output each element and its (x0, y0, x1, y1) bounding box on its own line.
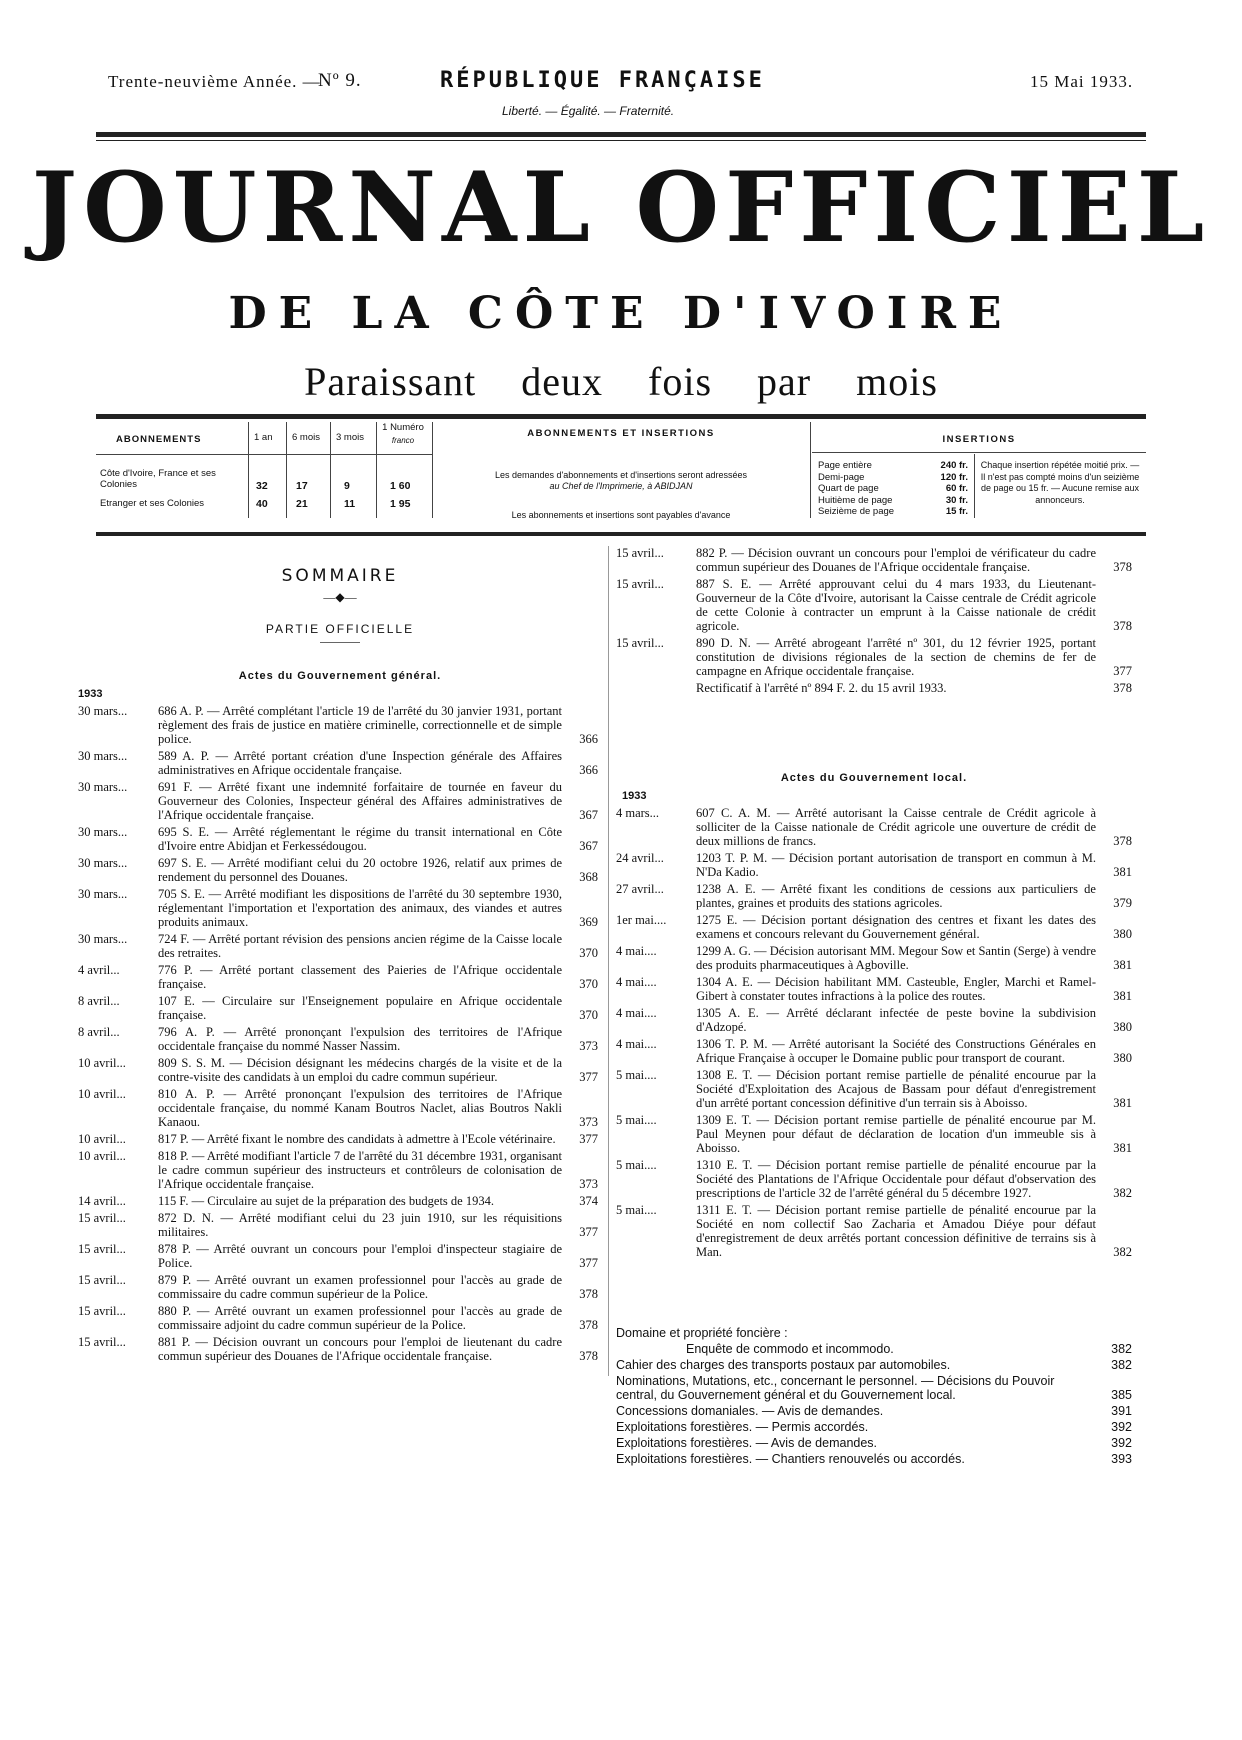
entry-date: 30 mars... (78, 825, 128, 839)
entry-date: 4 mai.... (616, 1006, 657, 1020)
summary-entry (78, 749, 598, 777)
summary-entry (78, 1273, 598, 1301)
issue-number: Nº 9. (318, 70, 362, 91)
summary-entry (78, 887, 598, 929)
entry-date: 30 mars... (78, 704, 128, 718)
summary-entry (78, 825, 598, 853)
summary-entry (616, 681, 1132, 695)
misc-entry-text: Nominations, Mutations, etc., concernant le personnel. — Décisions du Pouvoir central, du Gouvernement général et du Gouvernement local. (616, 1374, 1055, 1402)
row-france-three: 9 (344, 480, 350, 492)
entry-text: 115 F. — Circulaire au sujet de la préparation des budgets de 1934. (158, 1194, 494, 1208)
entry-date: 15 avril... (616, 546, 664, 560)
summary-entry (616, 1113, 1132, 1155)
misc-entry (616, 1374, 1132, 1402)
entry-page: 378 (579, 1349, 598, 1363)
summary-entry (78, 1025, 598, 1053)
misc-entry-page: 382 (1111, 1342, 1132, 1356)
summary-entry (616, 1006, 1132, 1034)
entry-page: 381 (1113, 958, 1132, 972)
summary-entry (78, 932, 598, 960)
misc-entry-page: 391 (1111, 1404, 1132, 1418)
subscriptions-heading: ABONNEMENTS (116, 434, 202, 445)
entry-page: 380 (1113, 1020, 1132, 1034)
entry-page: 378 (579, 1318, 598, 1332)
rate-price: 240 fr. (940, 460, 968, 471)
subscription-table (96, 418, 1146, 532)
abon-ins-line1: Les demandes d'abonnements et d'insertions seront adressées (494, 470, 748, 480)
entry-page: 378 (579, 1287, 598, 1301)
general-entries-continued (616, 546, 1132, 698)
entry-text: 724 F. — Arrêté portant révision des pensions ancien régime de la Caisse locale des retraites. (158, 932, 562, 960)
entry-page: 380 (1113, 1051, 1132, 1065)
entry-text: 1310 E. T. — Décision portant remise partielle de pénalité encourue par la Société des Plantations de l'Afrique Occidentale pour défaut d'observation des prescriptions de l'article 32 de l'arrêté général du 5 décembre 1927. (696, 1158, 1096, 1200)
entry-date: 8 avril... (78, 1025, 120, 1039)
entry-page: 373 (579, 1115, 598, 1129)
misc-entry (616, 1358, 1132, 1372)
summary-entry (78, 704, 598, 746)
entry-page: 377 (579, 1070, 598, 1084)
entry-date: 4 mai.... (616, 1037, 657, 1051)
rate-label: Page entière (818, 460, 872, 471)
entry-page: 377 (579, 1225, 598, 1239)
entry-text: 817 P. — Arrêté fixant le nombre des candidats à admettre à l'Ecole vétérinaire. (158, 1132, 556, 1146)
top-rule (96, 132, 1146, 137)
misc-entry (616, 1420, 1132, 1434)
motto: Liberté. — Égalité. — Fraternité. (502, 104, 675, 118)
entry-text: 1304 A. E. — Décision habilitant MM. Casteuble, Engler, Marchi et Ramel-Gibert à constater toutes infractions à la police des routes. (696, 975, 1096, 1003)
summary-entry (78, 1211, 598, 1239)
entry-date: 5 mai.... (616, 1113, 657, 1127)
summary-entry (78, 1132, 598, 1146)
abon-ins-line2: au Chef de l'Imprimerie, à ABIDJAN (549, 481, 693, 491)
entry-page: 373 (579, 1039, 598, 1053)
entry-page: 370 (579, 946, 598, 960)
entry-text: 872 D. N. — Arrêté modifiant celui du 23 juin 1910, sur les réquisitions militaires. (158, 1211, 562, 1239)
col-six-months: 6 mois (292, 432, 320, 443)
rate-label: Seizième de page (818, 506, 895, 517)
row-france-six: 17 (296, 480, 308, 492)
row-foreign-three: 11 (344, 498, 356, 510)
misc-entry (616, 1404, 1132, 1418)
summary-title: SOMMAIRE (281, 566, 399, 586)
year-label: Trente-neuvième Année. — (108, 72, 321, 91)
year-general: 1933 (78, 688, 103, 700)
row-foreign-label: Etranger et ses Colonies (100, 498, 205, 509)
row-foreign-year: 40 (256, 498, 268, 510)
entry-page: 374 (579, 1194, 598, 1208)
entry-page: 382 (1113, 1186, 1132, 1200)
entry-text: 1203 T. P. M. — Décision portant autorisation de transport en commun à M. N'Da Kadio. (696, 851, 1096, 879)
abon-ins-heading: ABONNEMENTS ET INSERTIONS (527, 428, 715, 439)
summary-entry (78, 1335, 598, 1363)
entry-text: 796 A. P. — Arrêté prononçant l'expulsion des territoires de l'Afrique occidentale française du nommé Nasser Nassim. (158, 1025, 562, 1053)
misc-entries (616, 1326, 1132, 1468)
entry-text: 879 P. — Arrêté ouvrant un examen professionnel pour l'accès au grade de commissaire du cadre commun supérieur de la Police. (158, 1273, 562, 1301)
rate-price: 30 fr. (945, 494, 968, 506)
summary-ornament: —◆— (323, 590, 357, 604)
misc-entry-page: 385 (1111, 1388, 1132, 1402)
entry-date: 30 mars... (78, 749, 128, 763)
row-france-label: Côte d'Ivoire, France et ses Colonies (100, 468, 216, 490)
section-general-heading: Actes du Gouvernement général. (238, 670, 442, 682)
local-entries (616, 806, 1132, 1262)
rate-label: Demi-page (818, 471, 865, 483)
entry-page: 370 (579, 977, 598, 991)
entry-text: 1238 A. E. — Arrêté fixant les conditions de cessions aux particuliers de plantes, graines et produits des stations agricoles. (696, 882, 1096, 910)
summary-entry (78, 1242, 598, 1270)
summary-entry (78, 1087, 598, 1129)
entry-page: 380 (1113, 927, 1132, 941)
entry-text: 607 C. A. M. — Arrêté autorisant la Caisse centrale de Crédit agricole à solliciter de la Caisse nationale de Crédit agricole une ouverture de crédit de deux millions de francs. (696, 806, 1096, 848)
entry-date: 15 avril... (78, 1242, 126, 1256)
entry-page: 367 (579, 808, 598, 822)
entry-text: 890 D. N. — Arrêté abrogeant l'arrêté nº 301, du 12 février 1925, portant constitution de divisions régionales de la section de chemins de fer de campagne en Afrique occidentale française. (696, 636, 1096, 678)
entry-date: 8 avril... (78, 994, 120, 1008)
entry-text: 691 F. — Arrêté fixant une indemnité forfaitaire de tournée en faveur du Gouverneur des Colonies, Inspecteur général des Affaires administratives de l'Afrique occidentale française. (158, 780, 562, 822)
summary-entry (616, 882, 1132, 910)
entry-page: 381 (1113, 1096, 1132, 1110)
entry-page: 378 (1113, 560, 1132, 574)
misc-entry-page: 382 (1111, 1358, 1132, 1372)
summary-entry (616, 806, 1132, 848)
col-single: 1 Numéro (382, 422, 424, 433)
summary-entry (78, 963, 598, 991)
summary-entry (78, 1149, 598, 1191)
entry-date: 14 avril... (78, 1194, 126, 1208)
misc-entry-text: Exploitations forestières. — Chantiers renouvelés ou accordés. (616, 1452, 965, 1466)
entry-date: 4 avril... (78, 963, 120, 977)
summary-entry (616, 577, 1132, 633)
entry-text: 1275 E. — Décision portant désignation des centres et fixant les dates des examens et concours relevant du Gouvernement général. (696, 913, 1096, 941)
entry-text: 887 S. E. — Arrêté approuvant celui du 4 mars 1933, du Lieutenant-Gouverneur de la Côte d'Ivoire, autorisant la Caisse centrale de Crédit agricole de cette Colonie à contracter un emprunt à la Caisse nationale de crédit agricole. (696, 577, 1096, 633)
entry-text: 1311 E. T. — Décision portant remise partielle de pénalité encourue par la Société en nom collectif Sao Zacharia et Amadou Diéye pour défaut d'enregistrement de deux arrêtés portant concession définitive de terrains sis à Man. (696, 1203, 1096, 1259)
entry-page: 381 (1113, 865, 1132, 879)
entry-text: 880 P. — Arrêté ouvrant un examen professionnel pour l'accès au grade de commissaire adjoint du cadre commun supérieur de la Police. (158, 1304, 562, 1332)
section-local-heading: Actes du Gouvernement local. (780, 772, 968, 784)
insertions-heading: INSERTIONS (942, 434, 1016, 445)
misc-entry-text: Cahier des charges des transports postaux par automobiles. (616, 1358, 951, 1372)
insertion-rates (818, 460, 968, 518)
col-year: 1 an (254, 432, 273, 443)
entry-date: 15 avril... (78, 1304, 126, 1318)
row-france-year: 32 (256, 480, 268, 492)
general-entries (78, 704, 598, 1366)
entry-text: 881 P. — Décision ouvrant un concours pour l'emploi de lieutenant du cadre commun supérieur des Douanes de l'Afrique occidentale française. (158, 1335, 562, 1363)
entry-text: 1308 E. T. — Décision portant remise partielle de pénalité encourue par la Société d'Exploitation des Acajous de Bassam pour défaut d'enregistrement d'un arrêté portant concession définitive d'un terrain sis à Aboisso. (696, 1068, 1096, 1110)
summary-entry (78, 1304, 598, 1332)
table-bottom-rule (96, 532, 1146, 536)
summary-entry (616, 1203, 1132, 1259)
entry-date: 10 avril... (78, 1149, 126, 1163)
row-foreign-six: 21 (296, 498, 308, 510)
rate-price: 120 fr. (940, 471, 968, 483)
misc-entry-text: Exploitations forestières. — Avis de demandes. (616, 1436, 878, 1450)
entry-text: 695 S. E. — Arrêté réglementant le régime du transit international en Côte d'Ivoire entre Abidjan et Ferkessédougou. (158, 825, 562, 853)
part-heading: PARTIE OFFICIELLE (265, 622, 415, 636)
entry-text: 589 A. P. — Arrêté portant création d'une Inspection générale des Affaires administratives en Afrique occidentale française. (158, 749, 562, 777)
entry-page: 377 (579, 1256, 598, 1270)
entry-text: 1309 E. T. — Décision portant remise partielle de pénalité encourue par M. Paul Meynen pour défaut de déclaration de location d'un immeuble sis à Aboisso. (696, 1113, 1096, 1155)
misc-entry-text: Exploitations forestières. — Permis accordés. (616, 1420, 869, 1434)
entry-page: 382 (1113, 1245, 1132, 1259)
republic-title: RÉPUBLIQUE FRANÇAISE (440, 68, 765, 93)
summary-entry (616, 546, 1132, 574)
summary-entry (616, 851, 1132, 879)
publication-frequency: Paraissant deux fois par mois (304, 359, 938, 404)
entry-text: 878 P. — Arrêté ouvrant un concours pour l'emploi d'inspecteur stagiaire de Police. (158, 1242, 562, 1270)
misc-entry-page: 392 (1111, 1420, 1132, 1434)
entry-date: 15 avril... (78, 1211, 126, 1225)
entry-date: 30 mars... (78, 780, 128, 794)
issue-date: 15 Mai 1933. (1030, 72, 1134, 91)
misc-entry (616, 1326, 1132, 1340)
entry-text: 107 E. — Circulaire sur l'Enseignement populaire en Afrique occidentale française. (158, 994, 562, 1022)
top-rule-thin (96, 140, 1146, 141)
summary-entry (616, 944, 1132, 972)
summary-entry (78, 1056, 598, 1084)
journal-title: JOURNAL OFFICIEL (31, 151, 1211, 264)
misc-entry-text: Enquête de commodo et incommodo. (686, 1342, 894, 1356)
entry-page: 373 (579, 1177, 598, 1191)
entry-date: 1er mai.... (616, 913, 667, 927)
rate-label: Huitième de page (818, 494, 893, 506)
summary-entry (78, 994, 598, 1022)
entry-page: 378 (1113, 834, 1132, 848)
entry-text: 818 P. — Arrêté modifiant l'article 7 de l'arrêté du 31 décembre 1931, organisant le cadre commun supérieur des instructeurs et contrôleurs de colonisation de l'Afrique occidentale française. (158, 1149, 562, 1191)
year-local: 1933 (622, 790, 647, 802)
col-three-months: 3 mois (336, 432, 364, 443)
misc-entry (616, 1452, 1132, 1466)
entry-text: 810 A. P. — Arrêté prononçant l'expulsion des territoires de l'Afrique occidentale française, du nommé Kanam Boutros Naclet, alias Boutros Nakli Kanaou. (158, 1087, 562, 1129)
row-france-single: 1 60 (390, 480, 411, 492)
summary-entry (616, 636, 1132, 678)
entry-date: 15 avril... (616, 636, 664, 650)
entry-page: 378 (1113, 619, 1132, 633)
entry-date: 4 mai.... (616, 944, 657, 958)
entry-date: 24 avril... (616, 851, 664, 865)
summary-entry (616, 1037, 1132, 1065)
entry-date: 30 mars... (78, 887, 128, 901)
summary-entry (78, 856, 598, 884)
entry-text: 809 S. S. M. — Décision désignant les médecins chargés de la visite et de la contre-visite des candidats à un emploi du cadre commun supérieur. (158, 1056, 562, 1084)
entry-date: 4 mai.... (616, 975, 657, 989)
summary-entry (616, 975, 1132, 1003)
entry-text: 1306 T. P. M. — Arrêté autorisant la Société des Constructions Générales en Afrique Française à occuper le Domaine public pour transport de courant. (696, 1037, 1096, 1065)
entry-page: 370 (579, 1008, 598, 1022)
journal-subtitle: DE LA CÔTE D'IVOIRE (228, 288, 1014, 339)
rate-price: 60 fr. (945, 483, 968, 494)
entry-page: 379 (1113, 896, 1132, 910)
entry-date: 30 mars... (78, 856, 128, 870)
summary-entry (78, 780, 598, 822)
entry-date: 10 avril... (78, 1087, 126, 1101)
entry-page: 368 (579, 870, 598, 884)
rate-price: 15 fr. (945, 506, 968, 517)
entry-text: 697 S. E. — Arrêté modifiant celui du 20 octobre 1926, relatif aux primes de rendement du personnel des Douanes. (158, 856, 562, 884)
entry-date: 10 avril... (78, 1132, 126, 1146)
entry-text: 705 S. E. — Arrêté modifiant les dispositions de l'arrêté du 30 septembre 1930, réglementant l'importation et l'exportation des animaux, des viandes et autres produits animaux. (158, 887, 562, 929)
entry-page: 381 (1113, 1141, 1132, 1155)
entry-page: 381 (1113, 989, 1132, 1003)
rate-label: Quart de page (818, 483, 879, 494)
misc-entry-page: 393 (1111, 1452, 1132, 1466)
entry-date (616, 681, 696, 695)
entry-date: 27 avril... (616, 882, 664, 896)
col-franco: franco (391, 436, 415, 445)
entry-date: 15 avril... (78, 1335, 126, 1349)
summary-entry (616, 1158, 1132, 1200)
entry-page: 377 (1113, 664, 1132, 678)
entry-text: 776 P. — Arrêté portant classement des Paieries de l'Afrique occidentale française. (158, 963, 562, 991)
entry-page: 377 (579, 1132, 598, 1146)
entry-page: 366 (579, 763, 598, 777)
entry-date: 5 mai.... (616, 1203, 657, 1217)
misc-entry (616, 1436, 1132, 1450)
entry-text: 686 A. P. — Arrêté complétant l'article 19 de l'arrêté du 30 janvier 1931, portant règlement des frais de justice en matière criminelle, correctionnelle et de simple police. (158, 704, 562, 746)
row-foreign-single: 1 95 (390, 498, 411, 510)
entry-date: 4 mars... (616, 806, 660, 820)
misc-entry-text: Concessions domaniales. — Avis de demandes. (616, 1404, 884, 1418)
misc-entry-text: Domaine et propriété foncière : (616, 1326, 788, 1340)
misc-entry-page: 392 (1111, 1436, 1132, 1450)
entry-text: 1305 A. E. — Arrêté déclarant infectée de peste bovine la subdivision d'Adzopé. (696, 1006, 1096, 1034)
entry-page: 366 (579, 732, 598, 746)
misc-entry (616, 1342, 1132, 1356)
entry-date: 5 mai.... (616, 1068, 657, 1082)
summary-entry (616, 1068, 1132, 1110)
entry-page: 367 (579, 839, 598, 853)
entry-date: 10 avril... (78, 1056, 126, 1070)
entry-text: Rectificatif à l'arrêté nº 894 F. 2. du 15 avril 1933. (696, 681, 947, 695)
abon-ins-line3: Les abonnements et insertions sont payables d'avance (511, 510, 731, 520)
summary-entry (616, 913, 1132, 941)
entry-date: 30 mars... (78, 932, 128, 946)
entry-text: 882 P. — Décision ouvrant un concours pour l'emploi de vérificateur du cadre commun supérieur des Douanes de l'Afrique occidentale française. (696, 546, 1096, 574)
entry-page: 378 (1113, 681, 1132, 695)
entry-date: 15 avril... (78, 1273, 126, 1287)
entry-date: 5 mai.... (616, 1158, 657, 1172)
summary-entry (78, 1194, 598, 1208)
entry-page: 369 (579, 915, 598, 929)
entry-text: 1299 A. G. — Décision autorisant MM. Megour Sow et Santin (Serge) à vendre des produits pharmaceutiques à Agboville. (696, 944, 1096, 972)
entry-date: 15 avril... (616, 577, 664, 591)
insertion-note: Chaque insertion répétée moitié prix. — Il n'est pas compté moins d'un seizième de page ou 15 fr. — Aucune remise aux annonceurs. (980, 460, 1140, 505)
